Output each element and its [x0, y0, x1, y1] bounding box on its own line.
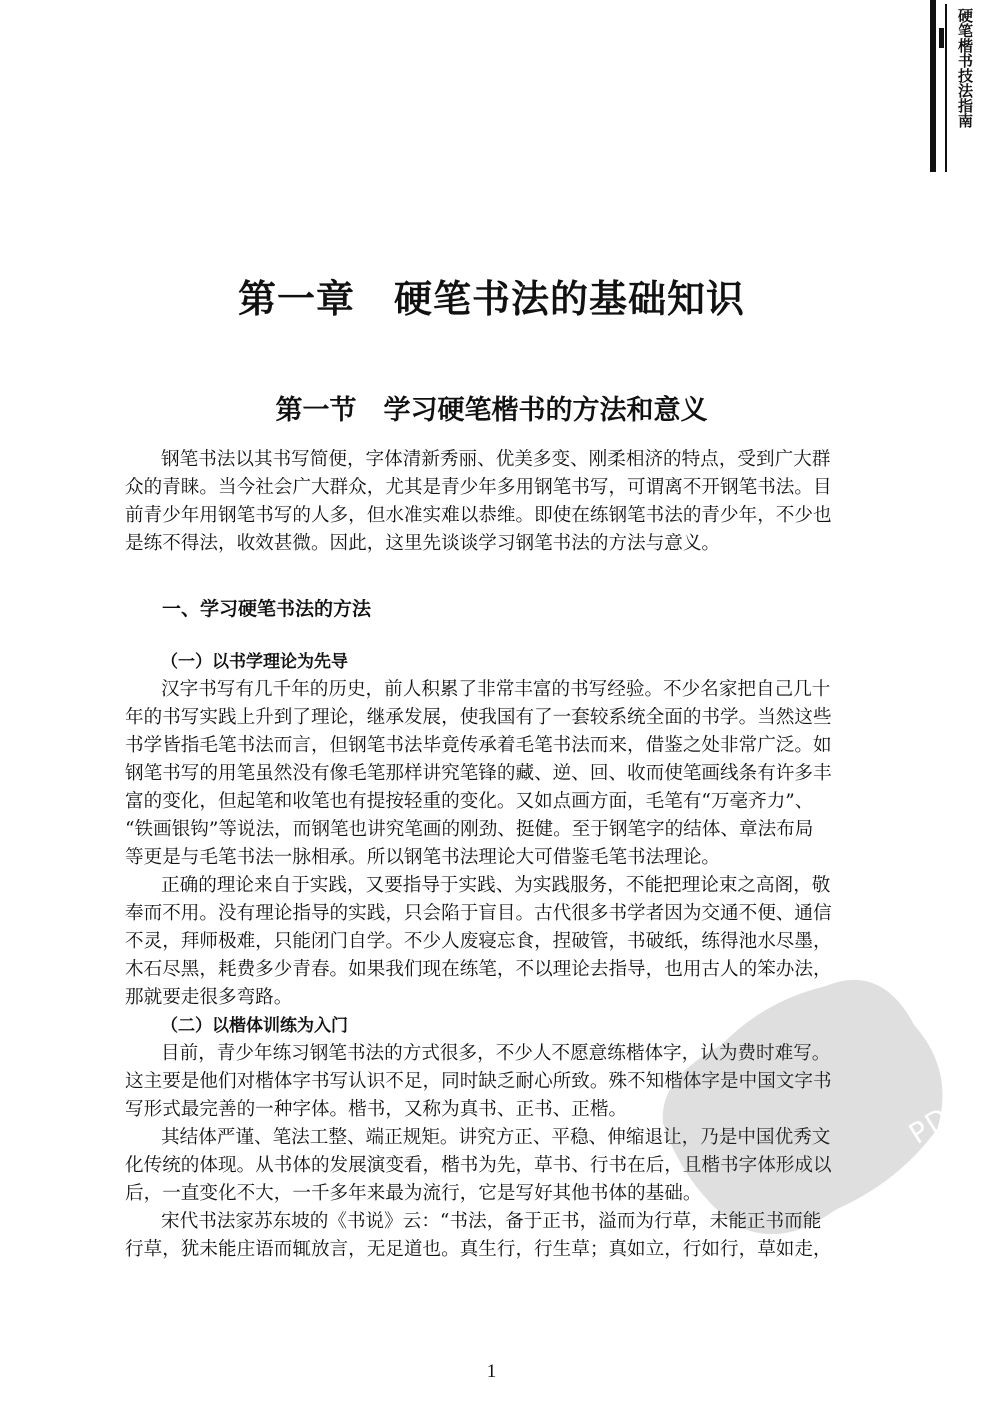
chapter-title: 第一章 硬笔书法的基础知识: [237, 276, 745, 321]
text-line: 正确的理论来自于实践，又要指导于实践、为实践服务，不能把理论束之高阁，敬: [161, 875, 831, 896]
text-line: 书学皆指毛笔书法而言，但钢笔书法毕竟传承着毛笔书法而来，借鉴之处非常广泛。如: [125, 735, 832, 756]
text-line: 汉字书写有几千年的历史，前人积累了非常丰富的书写经验。不少名家把自己几十: [161, 679, 831, 700]
text-line: 其结体严谨、笔法工整、端正规矩。讲究方正、平稳、伸缩退让，乃是中国优秀文: [161, 1127, 831, 1148]
text-line: “铁画银钩”等说法，而钢笔也讲究笔画的刚劲、挺健。至于钢笔字的结体、章法布局: [125, 819, 814, 840]
text-line: 木石尽黑，耗费多少青春。如果我们现在练笔，不以理论去指导，也用古人的笨办法，: [125, 959, 832, 980]
text-line: 写形式最完善的一种字体。楷书，又称为真书、正书、正楷。: [125, 1099, 628, 1120]
text-line: 众的青睐。当今社会广大群众，尤其是青少年多用钢笔书写，可谓离不开钢笔书法。目: [125, 477, 832, 498]
side-tab-thick-rule: [930, 0, 936, 172]
text-line: 那就要走很多弯路。: [125, 987, 293, 1008]
side-tab-label: 硬笔楷书技法指南: [956, 8, 974, 128]
text-line: 目前，青少年练习钢笔书法的方式很多，不少人不愿意练楷体字，认为费时难写。: [161, 1043, 831, 1064]
text-line: 奉而不用。没有理论指导的实践，只会陷于盲目。古代很多书学者因为交通不便、通信: [125, 903, 832, 924]
intro-paragraph: [125, 446, 865, 558]
text-line: 这主要是他们对楷体字书写认识不足，同时缺乏耐心所致。殊不知楷体字是中国文字书: [125, 1071, 832, 1092]
text-line: 不灵，拜师极难，只能闭门自学。不少人废寝忘食，捏破管，书破纸，练得池水尽墨，: [125, 931, 832, 952]
section-title: 第一节 学习硬笔楷书的方法和意义: [275, 395, 708, 426]
subheading-sub2: （二）以楷体训练为入门: [161, 1016, 348, 1036]
side-tab-mark: [939, 28, 944, 48]
side-tab-thin-rule: [945, 4, 947, 172]
subheading-sub1: （一）以书学理论为先导: [161, 652, 348, 672]
text-line: 钢笔书写的用笔虽然没有像毛笔那样讲究笔锋的藏、逆、回、收而使笔画线条有许多丰: [125, 763, 832, 784]
text-line: 前青少年用钢笔书写的人多，但水准实难以恭维。即使在练钢笔书法的青少年，不少也: [125, 505, 832, 526]
text-line: 年的书写实践上升到了理论，继承发展，使我国有了一套较系统全面的书学。当然这些: [125, 707, 832, 728]
text-line: 钢笔书法以其书写简便，字体清新秀丽、优美多变、刚柔相济的特点，受到广大群: [161, 449, 831, 470]
text-line: 富的变化，但起笔和收笔也有提按轻重的变化。又如点画方面，毛笔有“万毫齐力”、: [125, 791, 814, 812]
text-line: 宋代书法家苏东坡的《书说》云：“书法，备于正书，溢而为行草，未能正书而能: [161, 1211, 822, 1232]
page-number: 1: [486, 1361, 497, 1382]
text-line: 等更是与毛笔书法一脉相承。所以钢笔书法理论大可借鉴毛笔书法理论。: [125, 847, 721, 868]
side-tab: [930, 0, 983, 175]
heading-part1: 一、学习硬笔书法的方法: [162, 598, 372, 620]
text-line: 行草，犹未能庄语而辄放言，无足道也。真生行，行生草；真如立，行如行，草如走，: [125, 1239, 832, 1260]
watermark-text: PDG: [903, 1087, 977, 1151]
text-line: 是练不得法，收效甚微。因此，这里先谈谈学习钢笔书法的方法与意义。: [125, 533, 721, 554]
text-line: 后，一直变化不大，一千多年来最为流行，它是写好其他书体的基础。: [125, 1183, 702, 1204]
text-line: 化传统的体现。从书体的发展演变看，楷书为先，草书、行书在后，且楷书字体形成以: [125, 1155, 832, 1176]
